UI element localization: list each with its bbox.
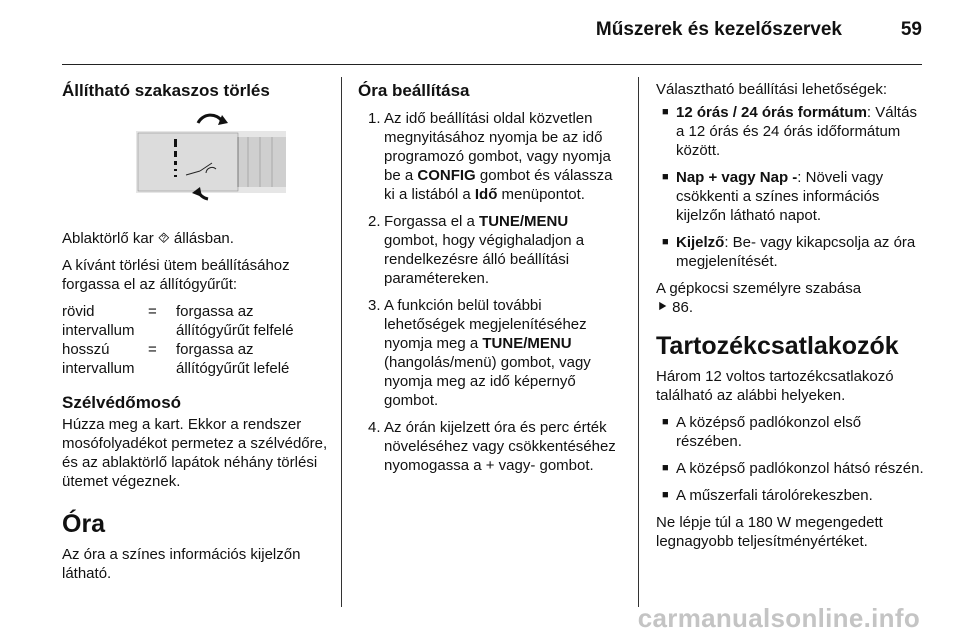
list-item [656,168,926,225]
power-warning: Ne lépje túl a 180 W megengedett legnagyobb teljesítményértéket. [656,514,883,550]
step-number: 2. [368,213,381,230]
page-reference: ⯈ 86. [656,299,694,316]
option-text: : Növeli vagy csökkenti a színes információs kijelzőn látható napot. [676,169,884,224]
interval-desc: forgassa az állítógyűrűt felfelé [176,303,294,339]
tune-menu-ref: TUNE/MENU [479,213,569,230]
list-item [656,103,926,160]
interval-term: rövid intervallum [62,303,135,339]
step-text: Az órán kijelzett óra és perc érték növeléséhez vagy csökkentéséhez nyomogassa a + vagy- gombot. [384,419,616,474]
clock-steps-list [358,109,626,475]
step-number: 3. [368,297,381,314]
sockets-list [656,413,926,505]
column-2 [358,80,626,483]
step-text: Forgassa el a [384,213,480,230]
sockets-intro: Három 12 voltos tartozékcsatlakozó található az alábbi helyeken. [656,368,894,404]
interval-term: hosszú intervallum [62,341,135,377]
bullet-icon: ■ [662,489,669,501]
step-text: (hangolás/menü) gombot, vagy nyomja meg az idő képernyő gombot. [384,354,591,409]
socket-location: A műszerfali tárolórekeszben. [676,487,873,504]
bullet-icon: ■ [662,171,669,183]
section-heading-clock-setup: Óra beállítása [358,81,470,100]
options-intro: Választható beállítási lehetőségek: [656,81,887,98]
header-divider [62,64,922,65]
wiper-lever-illustration [136,111,286,203]
bullet-icon: ■ [662,106,669,118]
step-number: 4. [368,419,381,436]
column-divider-1 [341,77,342,607]
option-text: : Be- vagy kikapcsolja az óra megjelenítését. [676,234,916,270]
step-number: 1. [368,110,381,127]
interval-equals: = [148,303,157,320]
list-item [358,212,626,288]
list-item [656,413,926,451]
list-item [656,486,926,505]
section-title-clock: Óra [62,510,106,538]
bullet-icon: ■ [662,236,669,248]
step-text: menüpontot. [497,186,585,203]
step-text: Az idő beállítási oldal közvetlen megnyitásához nyomja be az idő programozó gombot, vagy nyomja be a [384,110,611,184]
option-name: 12 órás / 24 órás formátum [676,104,867,121]
watermark: carmanualsonline.info [637,603,920,633]
socket-location: A középső padlókonzol első részében. [676,414,862,450]
time-menu-ref: Idő [474,186,498,203]
section-heading-washer: Szélvédőmosó [62,393,182,412]
personalization-text: A gépkocsi személyre szabása [656,280,862,297]
section-heading-wiper: Állítható szakaszos törlés [62,81,270,100]
step-text: gombot és válassza ki a listából a [384,167,613,203]
interval-equals: = [148,341,157,358]
option-text: : Váltás a 12 órás és 24 órás időformátum között. [676,104,917,159]
options-list [656,103,926,271]
option-name: Nap + vagy Nap - [676,169,798,186]
interval-table [62,302,330,378]
option-name: Kijelző [676,234,725,251]
list-item [358,109,626,204]
column-divider-2 [638,77,639,607]
socket-location: A középső padlókonzol hátsó részén. [676,460,924,477]
config-button-ref: CONFIG [417,167,476,184]
step-text: A funkción belül további lehetőségek megjelenítéséhez nyomja meg a [384,297,587,352]
bullet-icon: ■ [662,416,669,428]
section-title-sockets: Tartozékcsatlakozók [656,332,899,360]
list-item [656,459,926,478]
column-1 [62,80,330,591]
interval-desc: forgassa az állítógyűrűt lefelé [176,341,290,377]
washer-text: Húzza meg a kart. Ekkor a rendszer mosófolyadékot permetez a szélvédőre, és az ablaktörlő lapátok néhány törlési ütemet végeznek. [62,416,328,490]
tune-menu-ref: TUNE/MENU [482,335,572,352]
bullet-icon: ■ [662,462,669,474]
page-title: Műszerek és kezelőszervek [595,19,842,40]
list-item [358,296,626,410]
list-item [358,418,626,475]
page-number: 59 [900,19,922,40]
wiper-intro-text: A kívánt törlési ütem beállításához forgassa el az állítógyűrűt: [62,257,290,293]
step-text: gombot, hogy végighaladjon a rendelkezésre álló beállítási paramétereken. [384,232,585,287]
wiper-position-text: Ablaktörlő kar ⯑ állásban. [62,230,234,247]
clock-text: Az óra a színes információs kijelzőn látható. [62,546,301,582]
column-3 [656,80,926,559]
list-item [656,233,926,271]
